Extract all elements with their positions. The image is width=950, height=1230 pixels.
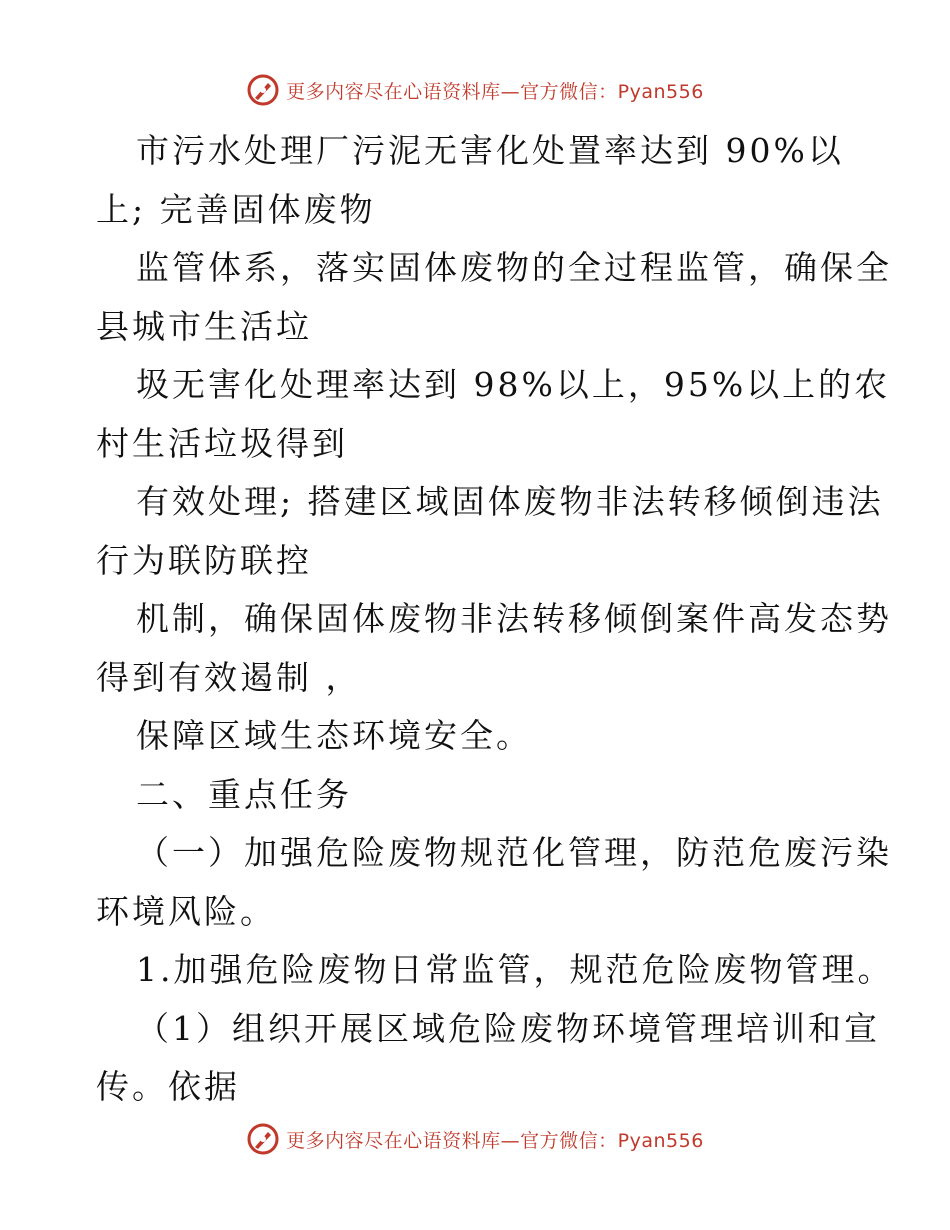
body-line: 上; 完善固体废物: [96, 189, 376, 229]
body-line: 有效处理; 搭建区域固体废物非法转移倾倒违法: [136, 482, 884, 521]
document-body: [96, 122, 894, 1117]
body-line: 行为联防联控: [96, 540, 312, 580]
body-line: 县城市生活垃: [96, 306, 312, 346]
body-line: 机制，确保固体废物非法转移倾倒案件高发态势: [136, 599, 892, 638]
body-line: 保障区域生态环境安全。: [136, 716, 532, 755]
body-line: 市污水处理厂污泥无害化处置率达到 90%以: [136, 131, 844, 170]
body-line: 传。依据: [96, 1067, 240, 1106]
header-banner: [0, 70, 950, 110]
footer-banner: [0, 1119, 950, 1159]
header-banner-text: 更多内容尽在心语资料库—官方微信：Pyan556: [286, 80, 704, 103]
footer-banner-text: 更多内容尽在心语资料库—官方微信：Pyan556: [286, 1129, 704, 1152]
body-line: （1）组织开展区域危险废物环境管理培训和宣: [136, 1008, 880, 1048]
pen-seal-logo-icon: [246, 1122, 280, 1156]
pen-seal-logo-icon: [246, 73, 280, 107]
item-heading: 1.加强危险废物日常监管，规范危险废物管理。: [136, 950, 894, 989]
body-line: 村生活垃圾得到: [96, 423, 348, 463]
subsection-heading: （一）加强危险废物规范化管理，防范危废污染: [136, 833, 892, 872]
body-line: 圾无害化处理率达到 98%以上，95%以上的农: [136, 365, 891, 404]
body-line: 得到有效遏制 ，: [96, 657, 362, 697]
body-line: 环境风险。: [96, 891, 276, 931]
body-line: 监管体系，落实固体废物的全过程监管，确保全: [136, 248, 892, 287]
section-heading: 二、重点任务: [136, 774, 352, 814]
